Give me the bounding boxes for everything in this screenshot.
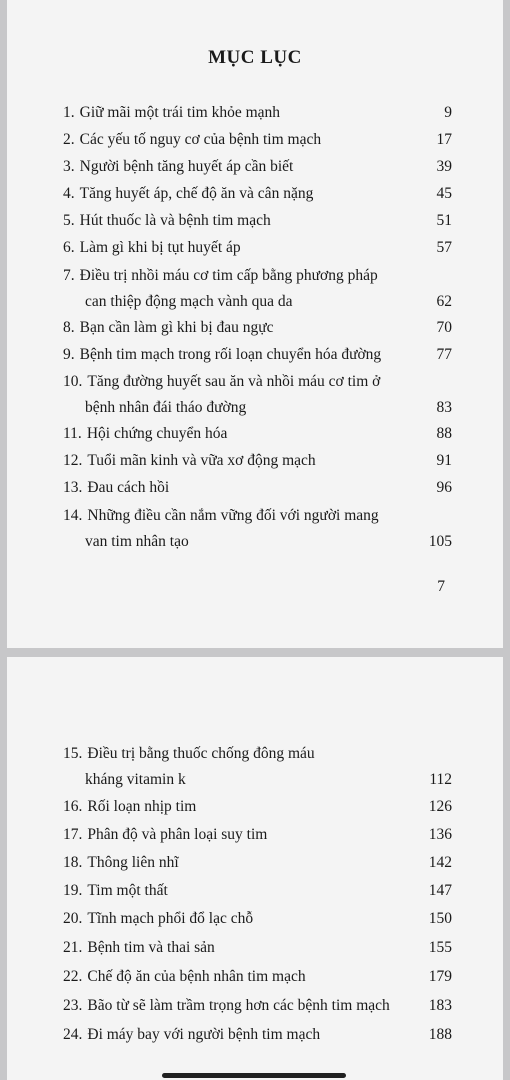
toc-entry [63, 100, 452, 126]
toc-entry-title: Bão từ sẽ làm trầm trọng hơn các bệnh tim mạch [87, 997, 390, 1014]
toc-entry-title: Bệnh tim mạch trong rối loạn chuyển hóa đường [79, 346, 382, 363]
toc-entry [63, 315, 452, 341]
toc-entry-page: 57 [436, 239, 452, 256]
toc-entry-text [63, 208, 271, 234]
toc-entry [63, 993, 452, 1019]
toc-entry-number: 10. [63, 373, 83, 390]
toc-entry-text [63, 315, 274, 341]
toc-entry-number: 2. [63, 131, 75, 148]
toc-entry-title: Rối loạn nhịp tim [87, 798, 197, 815]
toc-entry-page: 91 [436, 452, 452, 469]
toc-entry-title: Các yếu tố nguy cơ của bệnh tim mạch [79, 131, 322, 148]
toc-entry-number: 3. [63, 158, 75, 175]
toc-entry-page: 62 [436, 293, 452, 310]
toc-entry-number: 11. [63, 425, 82, 442]
toc-entry-page: 88 [436, 425, 452, 442]
toc-entry-line [63, 850, 452, 876]
toc-entry [63, 964, 452, 990]
toc-entry-number: 5. [63, 212, 75, 229]
toc-entry-title: Chế độ ăn của bệnh nhân tim mạch [87, 968, 306, 985]
toc-entry-number: 14. [63, 507, 83, 524]
toc-entry [63, 235, 452, 261]
toc-entry [63, 741, 452, 793]
toc-entry-line [63, 767, 452, 793]
toc-entry-line [63, 154, 452, 180]
toc-entry [63, 342, 452, 368]
toc-entry-title: Tăng đường huyết sau ăn và nhồi máu cơ tim ở [87, 373, 381, 390]
toc-entry-text [63, 421, 227, 447]
toc-entry-text [63, 1022, 320, 1048]
toc-entry-line [63, 235, 452, 261]
toc-entry-line [63, 342, 452, 368]
toc-entry-number: 22. [63, 968, 83, 985]
toc-entry-text [63, 964, 306, 990]
toc-entry-line [63, 935, 452, 961]
toc-entry [63, 475, 452, 501]
toc-entry-line [63, 794, 452, 820]
toc-entry-title: Đi máy bay với người bệnh tim mạch [87, 1026, 321, 1043]
toc-entry-text [63, 935, 215, 961]
toc-entry-line [63, 475, 452, 501]
toc-entry [63, 421, 452, 447]
toc-entry-number: 21. [63, 939, 83, 956]
toc-entry-number: 13. [63, 479, 83, 496]
page-number: 7 [437, 578, 445, 595]
toc-entry-page: 105 [428, 533, 452, 550]
toc-entry-title: Phân độ và phân loại suy tim [87, 826, 268, 843]
toc-entry-text [63, 993, 390, 1019]
toc-entry-title: Điều trị nhồi máu cơ tim cấp bằng phương pháp [79, 267, 378, 284]
toc-entry-page: 96 [436, 479, 452, 496]
toc-entry [63, 154, 452, 180]
toc-entry-title: bệnh nhân đái tháo đường [85, 399, 247, 416]
toc-entry-text [63, 181, 313, 207]
toc-entry-line [63, 529, 452, 555]
toc-entry-title: Tim một thất [87, 882, 168, 899]
toc-entry-page: 188 [428, 1026, 452, 1043]
toc-entry-text [63, 906, 253, 932]
toc-entry-title: Bạn cần làm gì khi bị đau ngực [79, 319, 274, 336]
toc-entry-page: 147 [428, 882, 452, 899]
toc-entry-line [63, 100, 452, 126]
toc-entry-line [63, 741, 452, 767]
toc-entry-text [63, 794, 196, 820]
toc-entry-page: 70 [436, 319, 452, 336]
toc-entry-line [63, 993, 452, 1019]
toc-entry-page: 179 [428, 968, 452, 985]
toc-entry-title: Những điều cần nắm vững đối với người mang [87, 507, 379, 524]
toc-entry-line [63, 208, 452, 234]
toc-entry-text [63, 263, 378, 289]
toc-entry-title: Điều trị bằng thuốc chống đông máu [87, 745, 315, 762]
page-title: MỤC LỤC [208, 47, 302, 68]
toc-entry-text [63, 822, 267, 848]
toc-entry-text [85, 395, 246, 421]
toc-entry-number: 17. [63, 826, 83, 843]
toc-entry [63, 850, 452, 876]
toc-page-1 [7, 0, 503, 648]
toc-entry-line [63, 127, 452, 153]
toc-entry-number: 6. [63, 239, 75, 256]
toc-entry-text [63, 154, 293, 180]
toc-entry [63, 127, 452, 153]
toc-entry [63, 822, 452, 848]
toc-entry-number: 4. [63, 185, 75, 202]
toc-entry-number: 12. [63, 452, 83, 469]
toc-entry-number: 1. [63, 104, 75, 121]
toc-entry-title: Giữ mãi một trái tim khỏe mạnh [79, 104, 281, 121]
home-indicator[interactable] [162, 1073, 346, 1078]
toc-entry-page: 83 [436, 399, 452, 416]
toc-entry-text [63, 100, 280, 126]
toc-entry-text [85, 289, 292, 315]
toc-entry-page: 183 [428, 997, 452, 1014]
toc-entry-number: 19. [63, 882, 83, 899]
toc-entry-line [63, 503, 452, 529]
toc-entry-title: Hút thuốc là và bệnh tim mạch [79, 212, 271, 229]
toc-entry-text [63, 448, 316, 474]
toc-entry [63, 878, 452, 904]
toc-entry-line [63, 906, 452, 932]
toc-entry-text [63, 503, 379, 529]
toc-entry-line [63, 1022, 452, 1048]
toc-entry-number: 7. [63, 267, 75, 284]
toc-page-2 [7, 657, 503, 1080]
toc-entry-title: Hội chứng chuyển hóa [86, 425, 228, 442]
toc-entry-text [63, 235, 241, 261]
toc-entry-page: 150 [428, 910, 452, 927]
toc-entry-text [63, 369, 380, 395]
toc-entry [63, 208, 452, 234]
toc-entry [63, 1022, 452, 1048]
toc-entry-page: 77 [436, 346, 452, 363]
toc-entry-text [63, 342, 381, 368]
toc-entry-line [63, 369, 452, 395]
toc-entry-page: 17 [436, 131, 452, 148]
toc-entry-line [63, 822, 452, 848]
toc-entry-page: 9 [444, 104, 452, 121]
toc-entry-number: 15. [63, 745, 83, 762]
toc-entry-text [85, 529, 189, 555]
toc-entry-title: Làm gì khi bị tụt huyết áp [79, 239, 241, 256]
toc-entry-title: can thiệp động mạch vành qua da [85, 293, 293, 310]
toc-entry [63, 794, 452, 820]
toc-entry-number: 8. [63, 319, 75, 336]
toc-entry [63, 448, 452, 474]
toc-entry [63, 181, 452, 207]
toc-entry-number: 20. [63, 910, 83, 927]
toc-entry-text [63, 475, 169, 501]
toc-entry [63, 935, 452, 961]
toc-entry-line [63, 289, 452, 315]
toc-entry-title: Tĩnh mạch phổi đổ lạc chỗ [87, 910, 254, 927]
toc-entry [63, 263, 452, 315]
toc-entry-text [63, 127, 321, 153]
toc-entry-page: 51 [436, 212, 452, 229]
toc-entry-title: Người bệnh tăng huyết áp cần biết [79, 158, 294, 175]
toc-entry [63, 906, 452, 932]
toc-entry-text [63, 741, 315, 767]
toc-entry-page: 155 [428, 939, 452, 956]
toc-entry-title: Tăng huyết áp, chế độ ăn và cân nặng [79, 185, 314, 202]
toc-entry-text [85, 767, 186, 793]
toc-entry-title: Đau cách hồi [87, 479, 170, 496]
toc-entry-line [63, 964, 452, 990]
toc-entry-line [63, 395, 452, 421]
toc-entry-title: Tuổi mãn kinh và vữa xơ động mạch [87, 452, 316, 469]
toc-entry-page: 142 [428, 854, 452, 871]
toc-entry-title: Thông liên nhĩ [87, 854, 179, 871]
toc-entry-line [63, 315, 452, 341]
toc-entry-title: van tim nhân tạo [85, 533, 189, 550]
toc-entry-page: 126 [428, 798, 452, 815]
toc-entry-number: 18. [63, 854, 83, 871]
toc-entry-page: 136 [428, 826, 452, 843]
toc-entry-line [63, 181, 452, 207]
toc-entry-number: 9. [63, 346, 75, 363]
toc-entry [63, 503, 452, 555]
toc-entry-line [63, 878, 452, 904]
toc-entry-page: 45 [436, 185, 452, 202]
toc-entry-line [63, 263, 452, 289]
toc-entry-number: 16. [63, 798, 83, 815]
toc-entry-title: kháng vitamin k [85, 771, 186, 788]
toc-entry-number: 24. [63, 1026, 83, 1043]
toc-entry-page: 112 [429, 771, 452, 788]
toc-entry-text [63, 878, 168, 904]
toc-entry-number: 23. [63, 997, 83, 1014]
toc-entry-title: Bệnh tim và thai sản [87, 939, 215, 956]
toc-entry-text [63, 850, 179, 876]
toc-entry-line [63, 421, 452, 447]
toc-entry [63, 369, 452, 421]
toc-entry-page: 39 [436, 158, 452, 175]
toc-entry-line [63, 448, 452, 474]
